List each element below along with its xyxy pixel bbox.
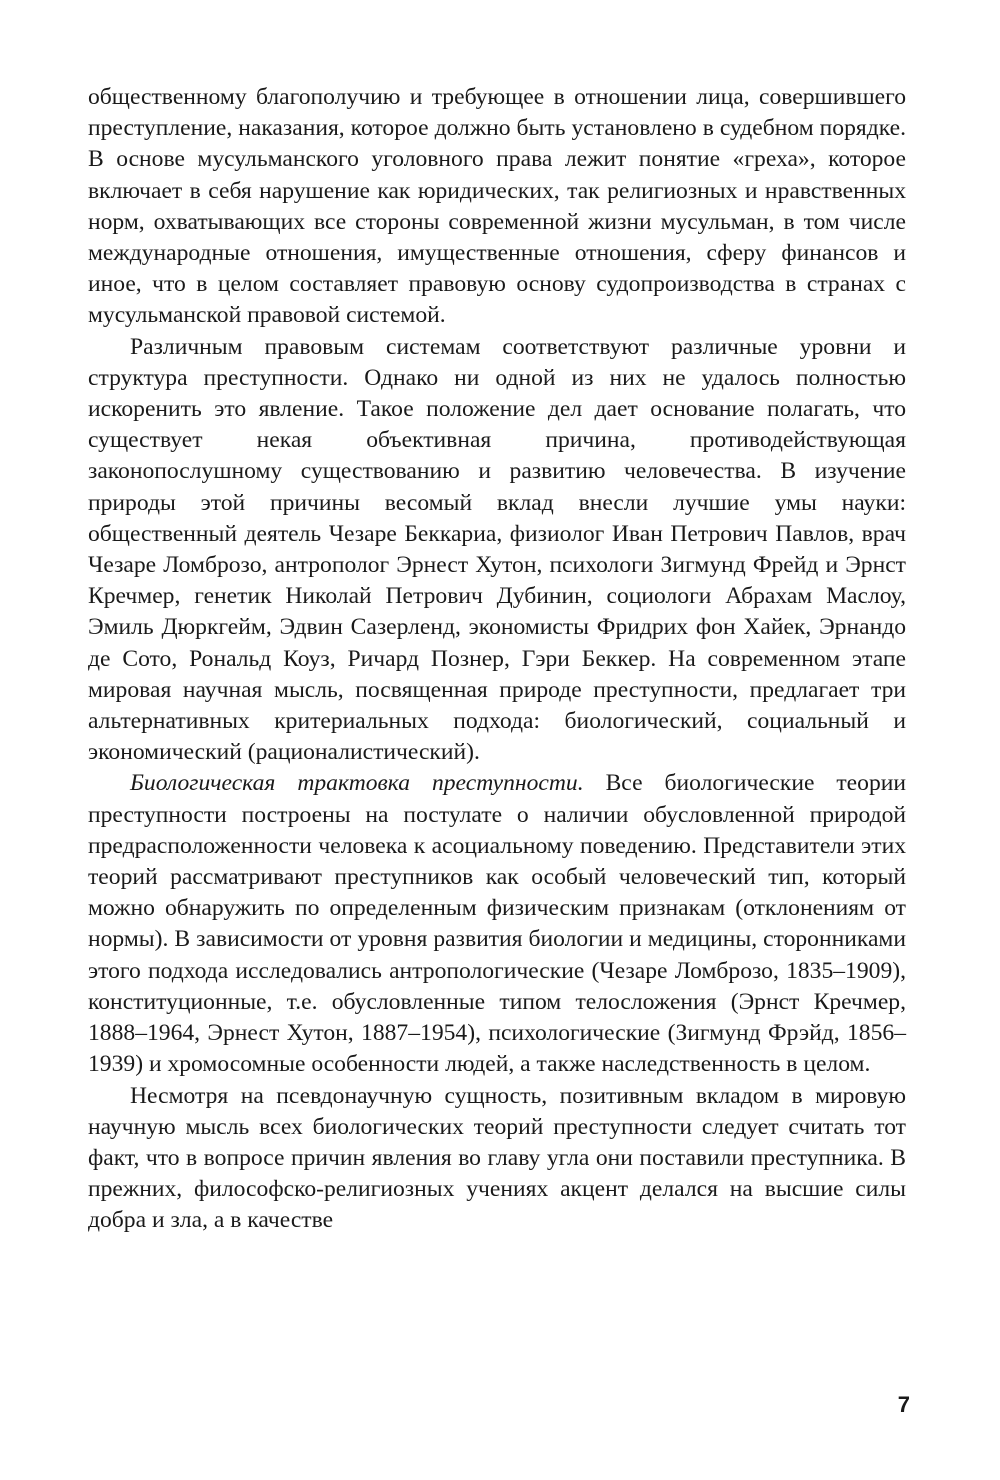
page-number: 7 [897, 1392, 910, 1417]
paragraph-4-text: Несмотря на псевдонаучную сущность, позитивным вкладом в мировую научную мысль всех биологических теорий преступности следует считать тот факт, что в вопросе причин явления во главу угла они поставили преступника. В прежних, философско-религиозных учениях акцент делался на высшие силы добра и зла, а в качестве [88, 1082, 906, 1234]
paragraph-2-text: Различным правовым системам соответствуют различные уровни и структура преступности. Однако ни одной из них не удалось полностью искоренить это явление. Такое положение дел дает основание полагать, что существует некая объективная причина, противодействующая законопослушному существованию и развитию человечества. В изучение природы этой причины весомый вклад внесли лучшие умы науки: общественный деятель Чезаре Беккариа, физиолог Иван Петрович Павлов, врач Чезаре Ломброзо, антрополог Эрнест Хутон, психологи Зигмунд Фрейд и Эрнст Кречмер, генетик Николай Петрович Дубинин, социологи Абрахам Маслоу, Эмиль Дюркгейм, Эдвин Сазерленд, экономисты Фридрих фон Хайек, Эрнандо де Сото, Рональд Коуз, Ричард Познер, Гэри Беккер. На современном этапе мировая научная мысль, посвященная природе преступности, предлагает три альтернативных критериальных подхода: биологический, социальный и экономический (рационалистический). [88, 333, 906, 766]
body-text [88, 82, 906, 1237]
paragraph-1 [88, 82, 906, 332]
paragraph-2 [88, 332, 906, 769]
paragraph-3 [88, 768, 906, 1080]
paragraph-3-text: Все биологические теории преступности построены на постулате о наличии обусловленной природой предрасположенности человека к асоциальному поведению. Представители этих теорий рассматривают преступников как особый человеческий тип, который можно обнаружить по определенным физическим признакам (отклонениям от нормы). В зависимости от уровня развития биологии и медицины, сторонниками этого подхода исследовались антропологические (Чезаре Ломброзо, 1835–1909), конституционные, т.е. обусловленные типом телосложения (Эрнст Кречмер, 1888–1964, Эрнест Хутон, 1887–1954), психологические (Зигмунд Фрэйд, 1856–1939) и хромосомные особенности людей, а также наследственность в целом. [88, 770, 906, 1078]
paragraph-4 [88, 1081, 906, 1237]
section-lead-italic: Биологическая трактовка преступности. [130, 770, 584, 797]
paragraph-1-text: общественному благополучию и требующее в отношении лица, совершившего преступление, наказания, которое должно быть установлено в судебном порядке. В основе мусульманского уголовного права лежит понятие «греха», которое включает в себя нарушение как юридических, так религиозных и нравственных норм, охватывающих все стороны современной жизни мусульман, в том числе международные отношения, имущественные отношения, сферу финансов и иное, что в целом составляет правовую основу судопроизводства в странах с мусульманской правовой системой. [88, 84, 906, 329]
